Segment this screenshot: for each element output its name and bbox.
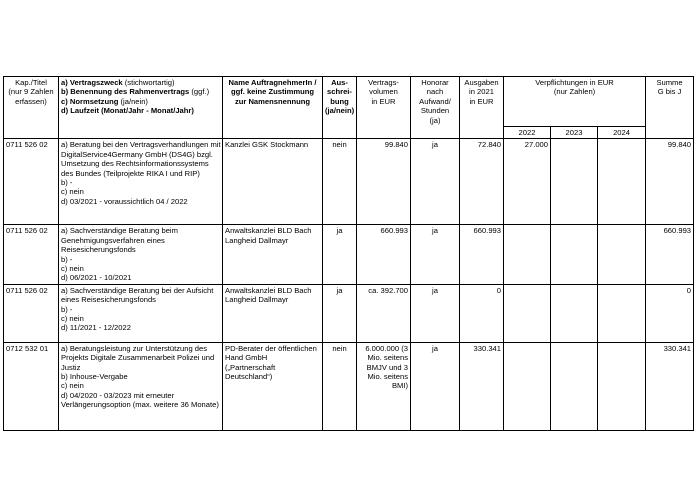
header-line: Aus-	[331, 78, 348, 87]
header-year-2022: 2022	[504, 127, 551, 139]
cell-auftragnehmer-line: („Partnerschaft	[225, 362, 276, 372]
cell-vertragsvolumen	[357, 342, 411, 430]
cell-vertragszweck-line: a) Beratung bei den Vertragsverhandlungen mit	[61, 140, 221, 150]
cell-vertragsvolumen-line: Mio. seitens	[367, 372, 408, 382]
cell-vertragsvolumen-line: BMI)	[391, 381, 408, 391]
header-zweck-part: c)	[61, 96, 70, 106]
cell-honorar: ja	[411, 139, 460, 225]
cell-vertragszweck-line: d) 04/2020 - 03/2023 mit erneuter	[61, 390, 175, 400]
header-line: in 2021	[469, 87, 494, 97]
header-line: Summe	[656, 78, 683, 87]
cell-vertragszweck-line: c) nein	[61, 187, 84, 197]
cell-honorar: ja	[411, 284, 460, 342]
cell-kap-titel: 0711 526 02	[4, 139, 59, 225]
header-line: volumen	[369, 87, 398, 97]
header-summe	[646, 77, 694, 139]
table-row	[4, 139, 694, 225]
header-honorar	[411, 77, 460, 139]
cell-vertragszweck-line: Genehmigungsverfahren eines	[61, 235, 165, 245]
table-row	[4, 342, 694, 430]
cell-vertragszweck-line: b) -	[61, 254, 73, 264]
header-zweck-line	[61, 87, 220, 96]
header-zweck-part: (stichwortartig)	[122, 78, 175, 87]
cell-vertragszweck-line: c) nein	[61, 381, 84, 391]
cell-kap-titel: 0711 526 02	[4, 225, 59, 284]
header-zweck-part: Vertragszweck	[69, 78, 123, 87]
cell-vertragszweck	[59, 225, 223, 284]
cell-honorar: ja	[411, 225, 460, 284]
header-line: in EUR	[371, 96, 396, 106]
cell-summe: 0	[646, 284, 694, 342]
header-line: Honorar	[421, 78, 449, 87]
cell-honorar: ja	[411, 342, 460, 430]
cell-vertragszweck-line: b) Inhouse-Vergabe	[61, 372, 128, 382]
header-zweck-part: (ggf.)	[189, 87, 210, 97]
cell-auftragnehmer	[223, 342, 323, 430]
contracts-table	[3, 76, 694, 431]
header-line: Verpflichtungen in EUR	[535, 78, 614, 87]
cell-summe: 99.840	[646, 139, 694, 225]
cell-ausgaben: 330.341	[460, 342, 504, 430]
cell-year-2024	[598, 342, 646, 430]
header-line: G bis J	[657, 87, 682, 97]
cell-year-2023	[551, 225, 598, 284]
header-line: (ja/nein)	[325, 106, 355, 116]
cell-vertragsvolumen-line: BMJV und 3	[366, 362, 408, 372]
cell-kap-titel: 0711 526 02	[4, 284, 59, 342]
header-zweck-part: a)	[61, 78, 70, 87]
header-year-2023: 2023	[551, 127, 598, 139]
cell-vertragszweck-line: c) nein	[61, 264, 84, 274]
header-line: zur Namensnennung	[234, 96, 311, 106]
cell-auftragnehmer-line: PD-Berater der öffentlichen	[225, 343, 317, 353]
header-line: Kap./Titel	[15, 78, 47, 87]
cell-vertragszweck-line: a) Sachverständige Beratung beim	[61, 226, 178, 236]
header-kap-titel	[4, 77, 59, 139]
header-zweck-line	[61, 97, 220, 106]
cell-auftragnehmer-line: Anwaltskanzlei BLD Bach	[225, 285, 312, 295]
header-ausgaben	[460, 77, 504, 139]
header-line: Stunden	[420, 106, 450, 116]
header-vertragsvolumen	[357, 77, 411, 139]
cell-summe: 330.341	[646, 342, 694, 430]
header-line: (nur Zahlen)	[553, 87, 596, 97]
header-zweck-part: Laufzeit (Monat/Jahr - Monat/Jahr)	[70, 106, 194, 116]
cell-vertragszweck-line: Verlängerungsoption (max. weitere 36 Monate)	[61, 400, 219, 410]
header-line: ggf. keine Zustimmung	[230, 87, 315, 97]
header-zweck-part: Normsetzung	[69, 96, 119, 106]
cell-vertragszweck-line: d) 11/2021 - 12/2022	[61, 323, 131, 333]
cell-vertragszweck-line: DigitalService4Germany GmbH (DS4G) bzgl.	[61, 149, 213, 159]
cell-vertragszweck	[59, 139, 223, 225]
cell-kap-titel: 0712 532 01	[4, 342, 59, 430]
cell-auftragnehmer-line: Deutschland“)	[225, 372, 273, 382]
cell-vertragszweck-line: Umsetzung des Rechtsinformationssystems	[61, 159, 209, 169]
header-zweck-part: Benennung des Rahmenvertrags	[70, 87, 190, 97]
cell-vertragsvolumen-line: 660.993	[380, 226, 408, 236]
cell-vertragszweck-line: d) 06/2021 - 10/2021	[61, 273, 132, 283]
cell-year-2024	[598, 284, 646, 342]
cell-ausschreibung: nein	[323, 139, 357, 225]
header-line: bung	[330, 96, 349, 106]
cell-vertragszweck-line: d) 03/2021 - voraussichtlich 04 / 2022	[61, 196, 188, 206]
cell-year-2024	[598, 139, 646, 225]
header-line: (nur 9 Zahlen	[8, 87, 54, 97]
header-line: Name AuftragnehmerIn /	[228, 78, 317, 87]
cell-vertragsvolumen-line: Mio. seitens	[367, 353, 408, 363]
cell-vertragszweck-line: Justiz	[61, 362, 81, 372]
cell-auftragnehmer	[223, 225, 323, 284]
header-zweck-line	[61, 78, 220, 87]
cell-vertragszweck-line: eines Reisesicherungsfonds	[61, 295, 156, 305]
header-line: Vertrags-	[368, 78, 399, 87]
cell-year-2022: 27.000	[504, 139, 551, 225]
cell-ausschreibung: ja	[323, 225, 357, 284]
header-line: Aufwand/	[419, 96, 451, 106]
header-zweck-line	[61, 106, 220, 115]
header-line: Ausgaben	[464, 78, 499, 87]
cell-vertragszweck-line: Reisesicherungsfonds	[61, 245, 136, 255]
cell-auftragnehmer	[223, 284, 323, 342]
cell-vertragszweck-line: b) -	[61, 304, 73, 314]
cell-year-2024	[598, 225, 646, 284]
cell-year-2023	[551, 284, 598, 342]
cell-year-2023	[551, 342, 598, 430]
cell-vertragsvolumen	[357, 139, 411, 225]
cell-ausgaben: 0	[460, 284, 504, 342]
cell-year-2023	[551, 139, 598, 225]
cell-vertragszweck	[59, 284, 223, 342]
cell-vertragszweck-line: b) -	[61, 178, 73, 188]
cell-ausgaben: 72.840	[460, 139, 504, 225]
cell-ausschreibung: ja	[323, 284, 357, 342]
header-zweck-part: b)	[61, 87, 71, 97]
cell-vertragszweck-line: Projekts Digitale Zusammenarbeit Polizei und	[61, 353, 215, 363]
header-line: nach	[426, 87, 444, 97]
header-zweck-part: (ja/nein)	[118, 96, 148, 106]
cell-vertragsvolumen-line: 99.840	[384, 140, 408, 150]
cell-auftragnehmer-line: Langheid Dallmayr	[225, 295, 289, 305]
header-line: erfassen)	[15, 96, 47, 106]
cell-vertragszweck-line: c) nein	[61, 314, 84, 324]
cell-ausgaben: 660.993	[460, 225, 504, 284]
cell-vertragszweck-line: a) Sachverständige Beratung bei der Aufsicht	[61, 285, 214, 295]
cell-auftragnehmer	[223, 139, 323, 225]
header-line: in EUR	[469, 96, 494, 106]
cell-vertragsvolumen	[357, 284, 411, 342]
header-year-2024: 2024	[598, 127, 646, 139]
table-row	[4, 225, 694, 284]
header-zweck-part: d)	[61, 106, 71, 116]
cell-auftragnehmer-line: Kanzlei GSK Stockmann	[225, 140, 309, 150]
cell-year-2022	[504, 225, 551, 284]
table-row	[4, 284, 694, 342]
header-auftragnehmer	[223, 77, 323, 139]
cell-auftragnehmer-line: Hand GmbH	[225, 353, 268, 363]
cell-vertragszweck-line: des Bundes (Teilprojekte RIKA I und RIP)	[61, 168, 200, 178]
header-vertragszweck	[59, 77, 223, 139]
header-verpflichtungen	[504, 77, 646, 127]
header-line: (ja)	[429, 115, 441, 125]
cell-summe: 660.993	[646, 225, 694, 284]
cell-vertragszweck-line: a) Beratungsleistung zur Unterstützung des	[61, 343, 208, 353]
cell-vertragsvolumen-line: ca. 392.700	[368, 285, 408, 295]
cell-vertragsvolumen	[357, 225, 411, 284]
cell-vertragszweck	[59, 342, 223, 430]
cell-year-2022	[504, 284, 551, 342]
cell-auftragnehmer-line: Anwaltskanzlei BLD Bach	[225, 226, 312, 236]
header-ausschreibung	[323, 77, 357, 139]
cell-year-2022	[504, 342, 551, 430]
cell-vertragsvolumen-line: 6.000.000 (3	[365, 343, 408, 353]
header-line: schrei-	[327, 87, 352, 97]
cell-auftragnehmer-line: Langheid Dallmayr	[225, 235, 289, 245]
cell-ausschreibung: nein	[323, 342, 357, 430]
